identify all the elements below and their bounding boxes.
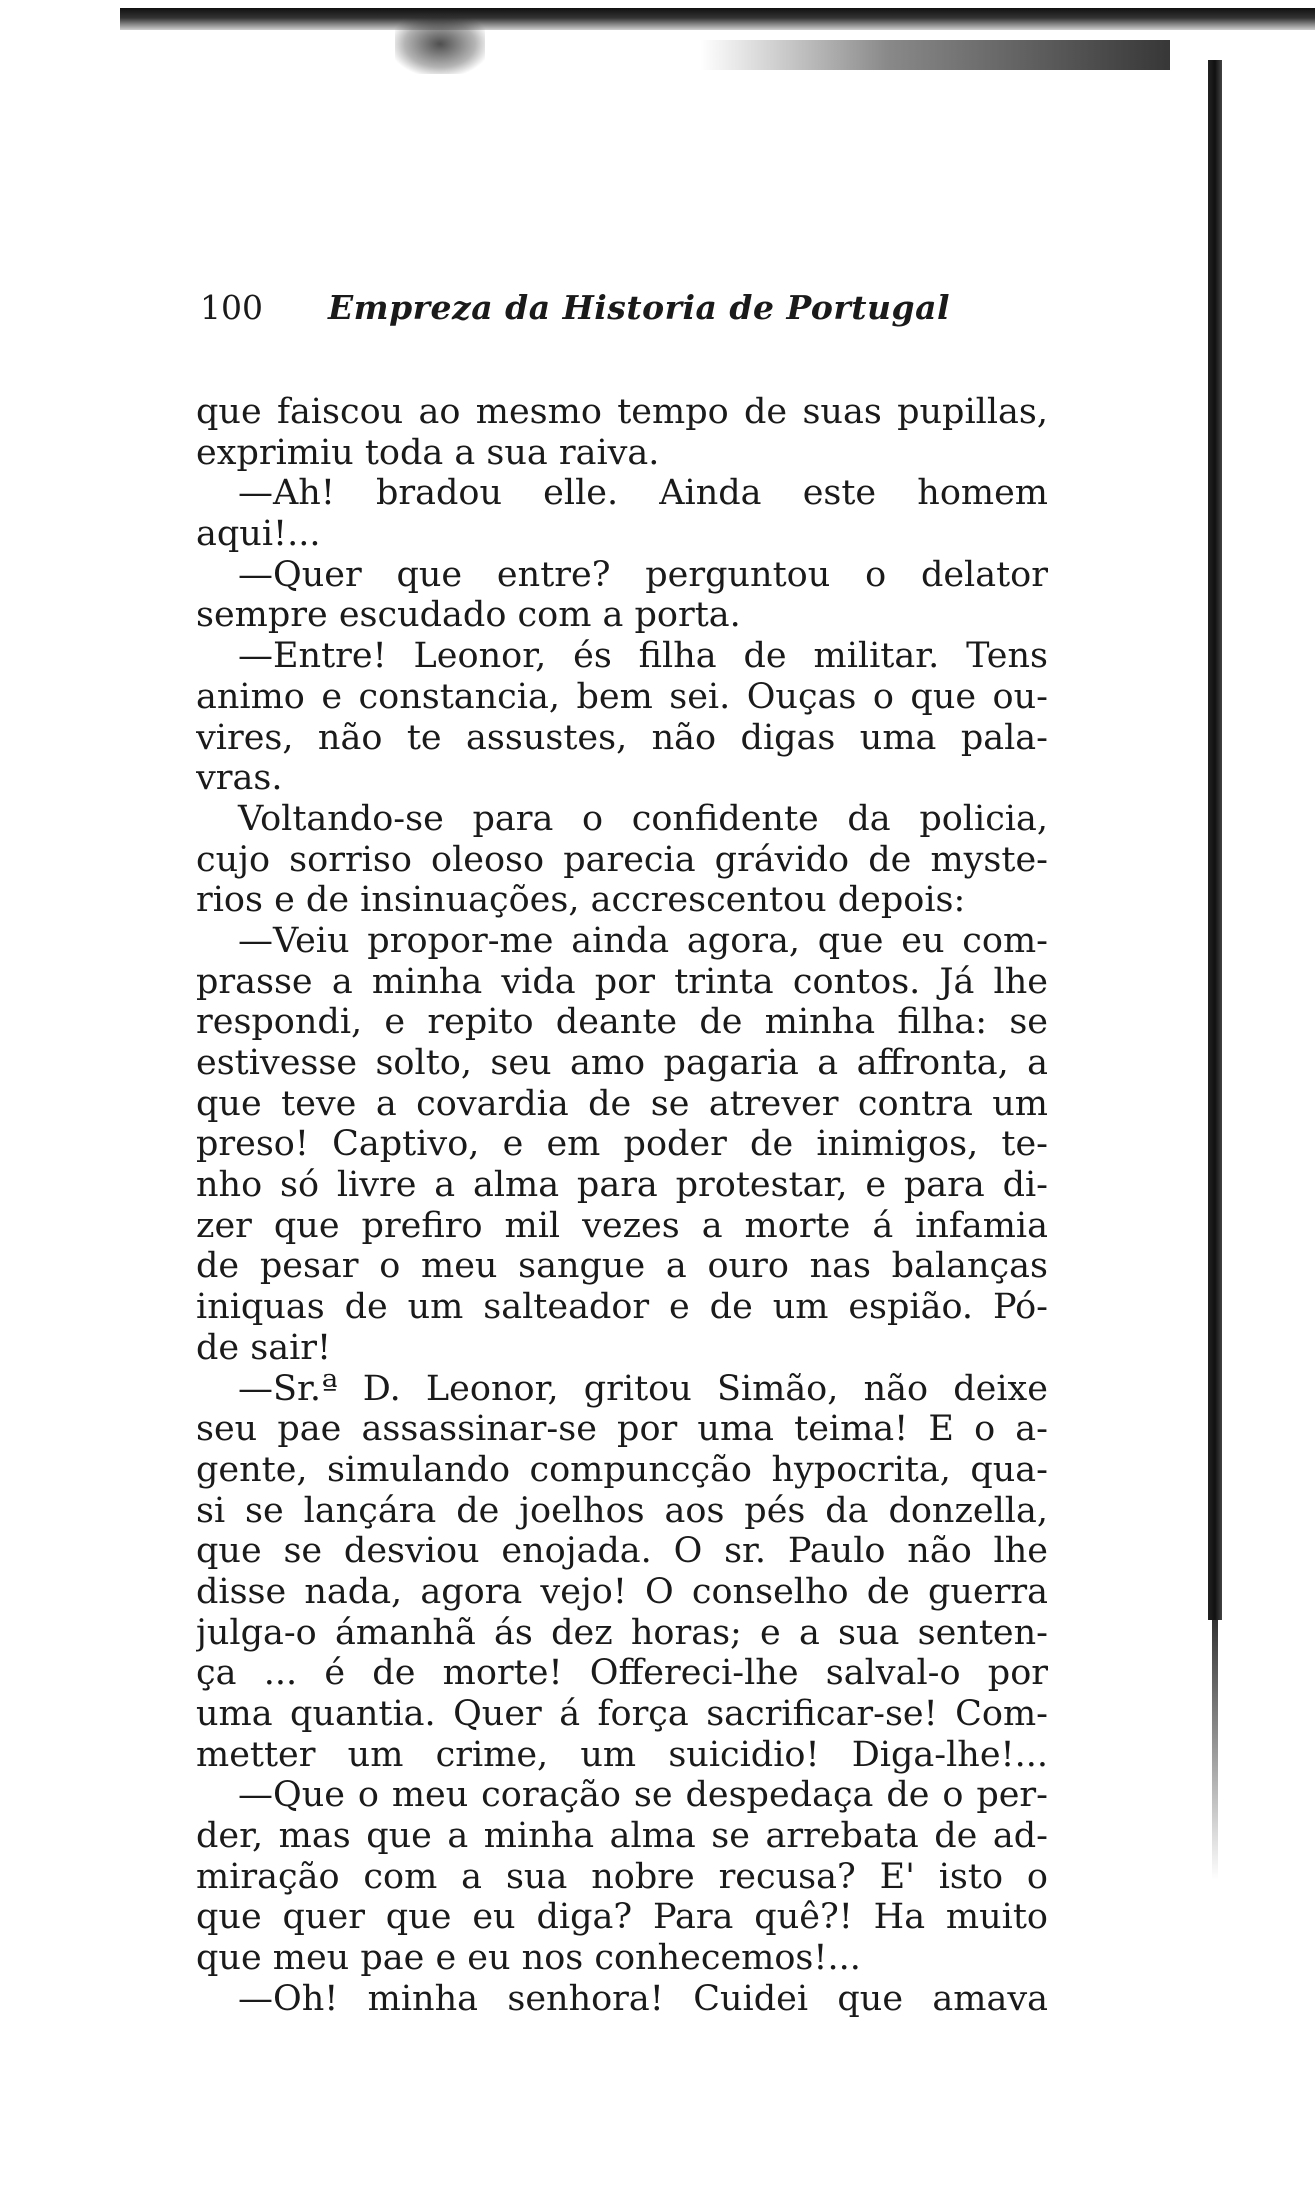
text-line: que teve a covardia de se atrever contra um xyxy=(196,1083,1048,1124)
text-line: de pesar o meu sangue a ouro nas balanças xyxy=(196,1246,1048,1287)
text-line: si se lançára de joelhos aos pés da donzella, xyxy=(196,1490,1048,1531)
text-line: Voltando-se para o confidente da policia, xyxy=(238,798,1048,839)
text-line: —Oh! minha senhora! Cuidei que amava xyxy=(238,1978,1048,2019)
text-line: vires, não te assustes, não digas uma pala- xyxy=(196,717,1048,758)
text-line: estivesse solto, seu amo pagaria a affronta, a xyxy=(196,1043,1048,1083)
page-number: 100 xyxy=(200,288,263,327)
text-line: —Veiu propor-me ainda agora, que eu com- xyxy=(238,920,1048,961)
text-line: sempre escudado com a porta. xyxy=(196,595,741,636)
text-line: —Sr.ª D. Leonor, gritou Simão, não deixe xyxy=(238,1368,1048,1409)
text-line: metter um crime, um suicidio! Diga-lhe!... xyxy=(196,1734,1048,1775)
text-line: que se desviou enojada. O sr. Paulo não lhe xyxy=(196,1531,1048,1572)
running-title: Empreza da Historia de Portugal xyxy=(328,288,951,327)
text-line: —Ah! bradou elle. Ainda este homem xyxy=(238,473,1048,514)
page-header xyxy=(200,288,1060,334)
text-line: nho só livre a alma para protestar, e para di- xyxy=(196,1165,1048,1206)
text-line: exprimiu toda a sua raiva. xyxy=(196,432,660,473)
text-line: que faiscou ao mesmo tempo de suas pupillas, xyxy=(196,392,1048,432)
scan-smudge xyxy=(700,40,1170,70)
text-line: cujo sorriso oleoso parecia grávido de myste- xyxy=(196,839,1048,880)
body-text xyxy=(196,392,1048,2020)
text-line: iniquas de um salteador e de um espião. Pó- xyxy=(196,1287,1048,1328)
text-line: rios e de insinuações, accrescentou depois: xyxy=(196,880,966,921)
text-line: uma quantia. Quer á força sacrificar-se! Com- xyxy=(196,1694,1048,1734)
text-line: ça ... é de morte! Offereci-lhe salval-o por xyxy=(196,1653,1048,1694)
text-line: que meu pae e eu nos conhecemos!... xyxy=(196,1938,861,1979)
text-line: disse nada, agora vejo! O conselho de guerra xyxy=(196,1571,1048,1612)
scan-edge-top xyxy=(120,8,1315,30)
text-line: —Quer que entre? perguntou o delator xyxy=(238,554,1048,595)
text-line: preso! Captivo, e em poder de inimigos, te- xyxy=(196,1124,1048,1165)
text-line: —Entre! Leonor, és filha de militar. Tens xyxy=(238,636,1048,677)
text-line: zer que prefiro mil vezes a morte á infamia xyxy=(196,1205,1048,1246)
scan-edge-right xyxy=(1208,60,1222,1620)
text-line: que quer que eu diga? Para quê?! Ha muito xyxy=(196,1897,1048,1938)
text-line: vras. xyxy=(196,758,283,799)
text-line: respondi, e repito deante de minha filha: se xyxy=(196,1002,1048,1043)
text-line: de sair! xyxy=(196,1327,332,1368)
text-line: animo e constancia, bem sei. Ouças o que ou- xyxy=(196,676,1048,717)
text-line: seu pae assassinar-se por uma teima! E o a- xyxy=(196,1409,1048,1450)
text-line: der, mas que a minha alma se arrebata de ad- xyxy=(196,1816,1048,1857)
text-line: julga-o ámanhã ás dez horas; e a sua senten- xyxy=(196,1612,1048,1653)
scan-blot xyxy=(395,14,485,74)
text-line: —Que o meu coração se despedaça de o per- xyxy=(238,1775,1048,1816)
text-line: aqui!... xyxy=(196,514,321,555)
text-line: prasse a minha vida por trinta contos. Já lhe xyxy=(196,961,1048,1002)
scan-edge-right-fade xyxy=(1212,1620,1218,1880)
text-line: gente, simulando compuncção hypocrita, qua- xyxy=(196,1449,1048,1490)
text-line: miração com a sua nobre recusa? E' isto o xyxy=(196,1856,1048,1897)
